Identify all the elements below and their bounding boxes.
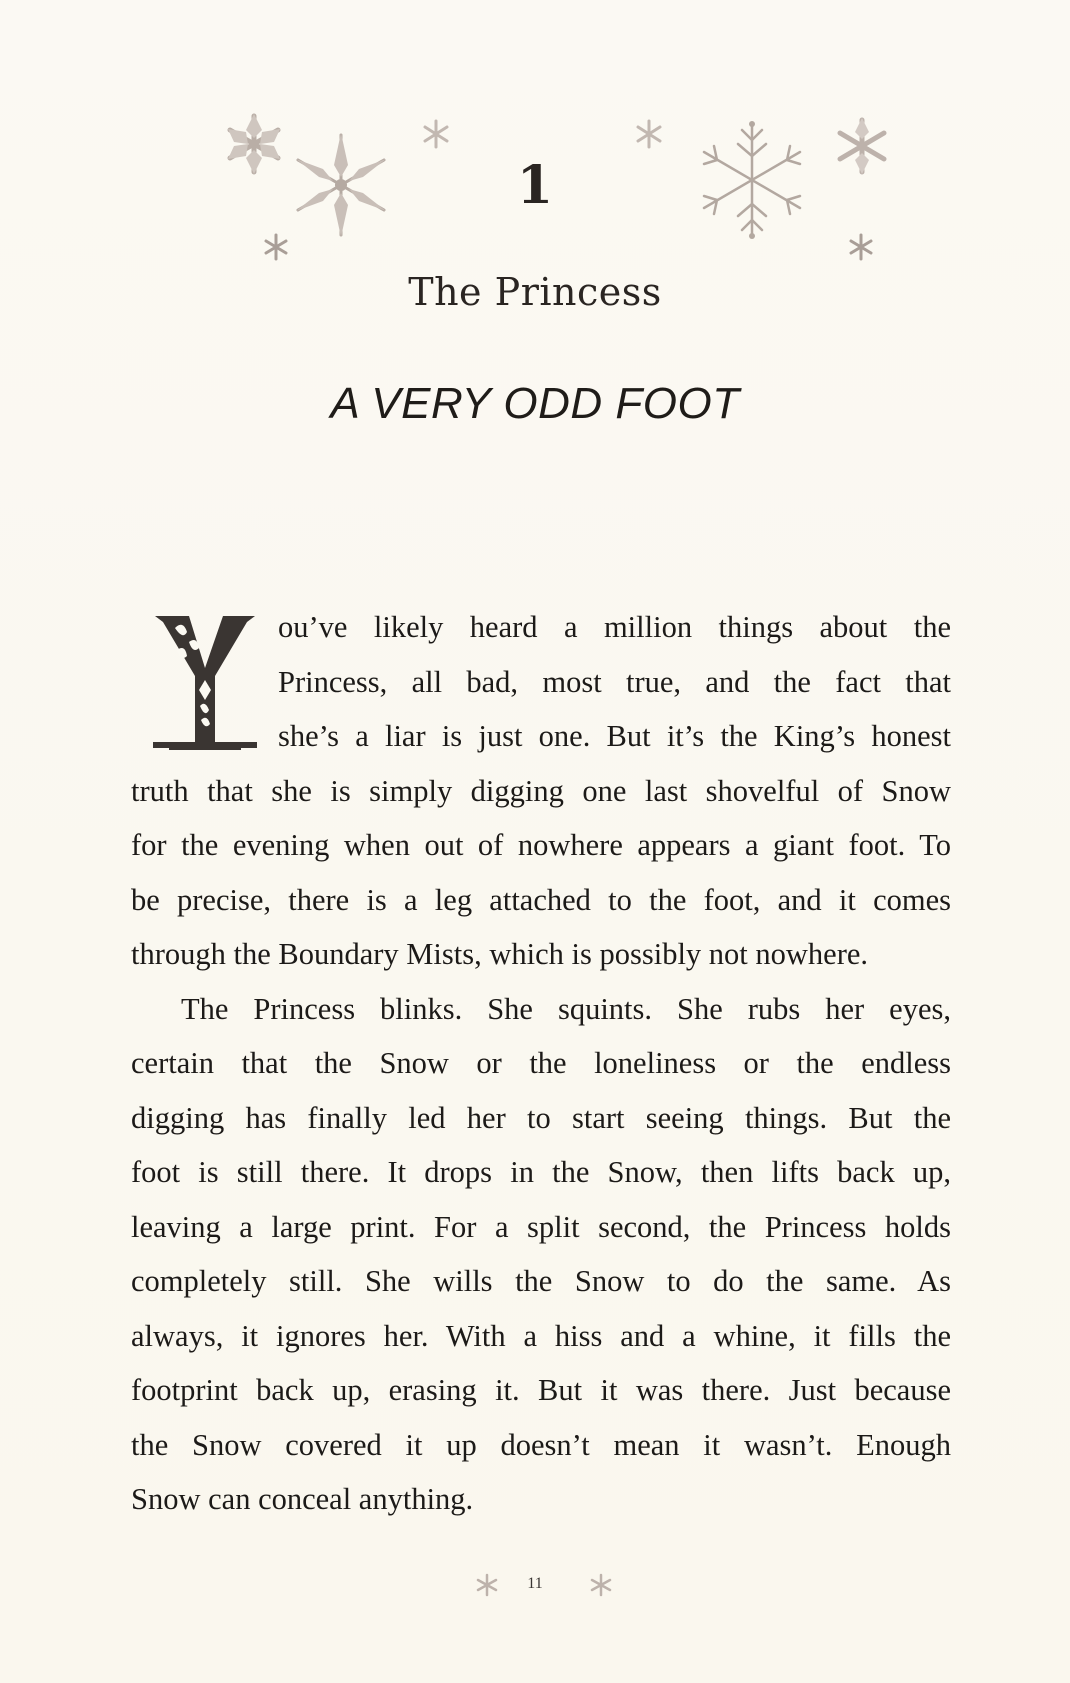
snowflake-icon [588, 1572, 614, 1598]
chapter-pov-label: The Princess [408, 270, 662, 314]
text-line: be precise, there is a leg attached to the foot, and it comes [131, 882, 951, 917]
text-line: Snow can conceal anything. [131, 1482, 474, 1516]
snowflake-icon [261, 232, 291, 262]
text-line: foot is still there. It drops in the Snow, then lifts back up, [131, 1155, 951, 1189]
snowflake-icon [633, 118, 665, 150]
text-line: she’s a liar is just one. But it’s the King’s honest [278, 719, 951, 753]
text-line: footprint back up, erasing it. But it was there. Just because [131, 1373, 951, 1407]
snowflake-icon [690, 118, 814, 242]
text-line: leaving a large print. For a split second, the Princess holds [131, 1209, 951, 1244]
text-line: the Snow covered it up doesn’t mean it wasn’t. Enough [131, 1427, 951, 1462]
snowflake-icon [420, 118, 452, 150]
text-line: truth that she is simply digging one last shovelful of Snow [131, 773, 951, 808]
text-line: The Princess blinks. She squints. She rubs her eyes, [181, 991, 951, 1026]
snowflake-icon [222, 112, 286, 176]
text-line: ou’ve likely heard a million things about the [278, 610, 951, 644]
chapter-number: 1 [516, 155, 554, 216]
snowflake-icon [846, 232, 876, 262]
text-line: digging has finally led her to start seeing things. But the [131, 1100, 951, 1135]
snowflake-icon [832, 116, 892, 176]
chapter-title: A VERY ODD FOOT [330, 379, 740, 428]
text-line: through the Boundary Mists, which is possibly not nowhere. [131, 937, 869, 971]
page-number: 11 [527, 1575, 543, 1592]
text-line: for the evening when out of nowhere appears a giant foot. To [131, 828, 951, 862]
snowflake-icon [286, 130, 396, 240]
body-text [131, 600, 951, 1527]
text-line: always, it ignores her. With a hiss and a whine, it fills the [131, 1318, 951, 1353]
text-line: completely still. She wills the Snow to do the same. As [131, 1264, 951, 1298]
text-line: Princess, all bad, most true, and the fact that [278, 664, 951, 699]
text-line: certain that the Snow or the loneliness or the endless [131, 1046, 951, 1080]
